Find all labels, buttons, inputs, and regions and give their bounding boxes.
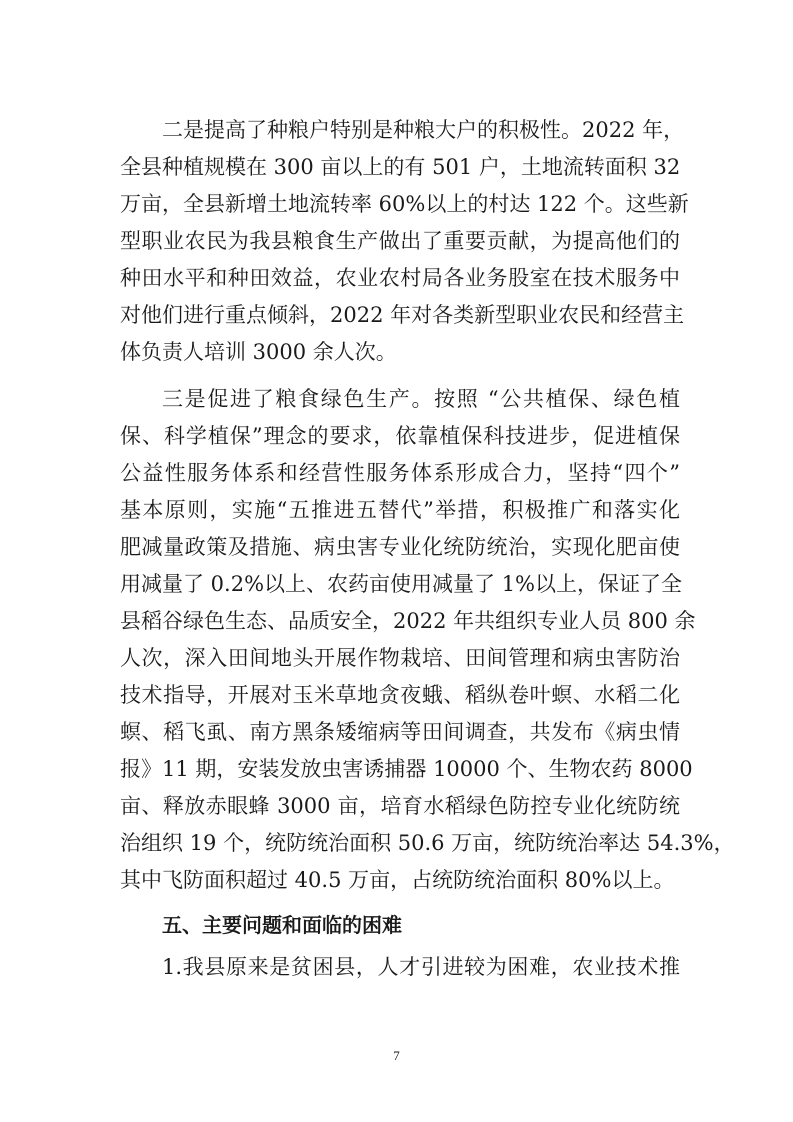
paragraph-2-line-7: 县稻谷绿色生态、品质安全，2022 年共组织专业人员 800 余	[120, 609, 696, 633]
paragraph-1-line-1: 二是提高了种粮户特别是种粮大户的积极性。2022 年，	[162, 118, 685, 142]
page-number: 7	[393, 1048, 400, 1063]
paragraph-2-line-2: 保、科学植保”理念的要求，依靠植保科技进步，促进植保	[120, 424, 680, 448]
paragraph-1-line-3: 万亩，全县新增土地流转率 60%以上的村达 122 个。这些新	[120, 192, 689, 216]
paragraph-2-line-1: 三是促进了粮食绿色生产。按照 “公共植保、绿色植	[162, 387, 680, 411]
paragraph-1-line-5: 种田水平和种田效益，农业农村局各业务股室在技术服务中	[120, 266, 680, 290]
paragraph-2-line-5: 肥减量政策及措施、病虫害专业化统防统治，实现化肥亩使	[120, 535, 680, 559]
paragraph-1-line-2: 全县种植规模在 300 亩以上的有 501 户，土地流转面积 32	[120, 155, 681, 179]
paragraph-1-line-7: 体负责人培训 3000 余人次。	[120, 340, 397, 364]
paragraph-3-line-1: 1.我县原来是贫困县，人才引进较为困难，农业技术推	[162, 955, 680, 979]
paragraph-2-line-14: 其中飞防面积超过 40.5 万亩，占统防统治面积 80%以上。	[120, 868, 675, 892]
paragraph-2-line-13: 治组织 19 个，统防统治面积 50.6 万亩，统防统治率达 54.3%，	[120, 831, 735, 855]
paragraph-2-line-11: 报》11 期，安装发放虫害诱捕器 10000 个、生物农药 8000	[120, 757, 693, 781]
paragraph-2-line-4: 基本原则，实施“五推进五替代”举措，积极推广和落实化	[120, 498, 680, 522]
paragraph-2-line-3: 公益性服务体系和经营性服务体系形成合力，坚持“四个”	[120, 461, 680, 485]
paragraph-1-line-4: 型职业农民为我县粮食生产做出了重要贡献，为提高他们的	[120, 229, 680, 253]
paragraph-2-line-12: 亩、释放赤眼蜂 3000 亩，培育水稻绿色防控专业化统防统	[120, 794, 680, 818]
paragraph-1-line-6: 对他们进行重点倾斜，2022 年对各类新型职业农民和经营主	[120, 303, 685, 327]
paragraph-2-line-6: 用减量了 0.2%以上、农药亩使用减量了 1%以上，保证了全	[120, 572, 683, 596]
paragraph-2-line-8: 人次，深入田间地头开展作物栽培、田间管理和病虫害防治	[120, 646, 680, 670]
paragraph-2-line-10: 螟、稻飞虱、南方黑条矮缩病等田间调查，共发布《病虫情	[120, 720, 680, 744]
section-heading: 五、主要问题和面临的困难	[162, 913, 402, 937]
paragraph-2-line-9: 技术指导，开展对玉米草地贪夜蛾、稻纵卷叶螟、水稻二化	[120, 683, 680, 707]
